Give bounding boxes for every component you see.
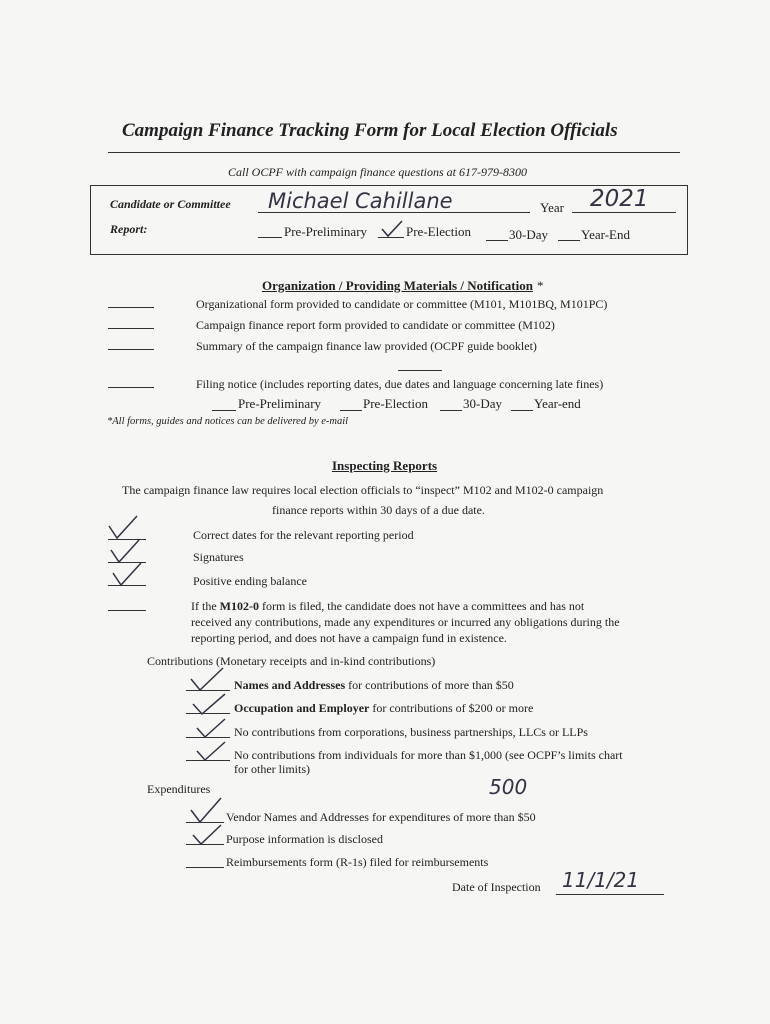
contrib-1 bbox=[234, 678, 514, 693]
filing-rule bbox=[398, 370, 442, 371]
contact-line: Call OCPF with campaign finance questions at 617-979-8300 bbox=[228, 165, 527, 179]
org-item-1-blank[interactable] bbox=[108, 307, 154, 308]
contributions-label: Contributions (Monetary receipts and in-kind contributions) bbox=[147, 654, 436, 668]
check-3-checkmark-icon bbox=[110, 561, 144, 587]
org-item-3: Summary of the campaign finance law provided (OCPF guide booklet) bbox=[196, 339, 537, 353]
check-signatures: Signatures bbox=[193, 550, 244, 564]
contrib-4-checkmark-icon bbox=[194, 740, 228, 762]
organization-heading-text: Organization / Providing Materials / Notification bbox=[262, 278, 533, 293]
year-value: 2021 bbox=[590, 186, 649, 212]
check-1-checkmark-icon bbox=[106, 514, 140, 540]
option-pre-preliminary: Pre-Preliminary bbox=[284, 224, 368, 239]
m102-line-3: reporting period, and does not have a campaign fund in existence. bbox=[191, 631, 507, 645]
expenditures-label: Expenditures bbox=[147, 782, 211, 796]
org-item-2: Campaign finance report form provided to candidate or committee (M102) bbox=[196, 318, 555, 332]
filing-pre-election-blank[interactable] bbox=[340, 410, 362, 411]
year-label: Year bbox=[540, 200, 564, 215]
contrib-1-bold: Names and Addresses bbox=[234, 678, 346, 692]
expenditure-1-checkmark-icon bbox=[188, 796, 224, 824]
organization-heading bbox=[262, 277, 543, 295]
org-item-3-blank[interactable] bbox=[108, 349, 154, 350]
inspecting-intro-2: finance reports within 30 days of a due date. bbox=[272, 503, 485, 517]
candidate-label: Candidate or Committee bbox=[110, 197, 231, 211]
contrib-1-checkmark-icon bbox=[188, 666, 226, 692]
contrib-3-checkmark-icon bbox=[194, 717, 228, 739]
pre-preliminary-blank[interactable] bbox=[258, 237, 282, 238]
contrib-2 bbox=[234, 701, 533, 716]
expenditure-reimbursements: Reimbursements form (R-1s) filed for reimbursements bbox=[226, 855, 489, 869]
expenditure-3-blank[interactable] bbox=[186, 867, 224, 868]
handwritten-limit: 500 bbox=[489, 775, 528, 799]
report-label: Report: bbox=[110, 222, 148, 236]
inspecting-intro-1: The campaign finance law requires local election officials to “inspect” M102 and M102-0 campaign bbox=[122, 483, 604, 497]
filing-option-pre-election: Pre-Election bbox=[363, 396, 428, 411]
organization-heading-mark: * bbox=[536, 278, 544, 293]
filing-pre-preliminary-blank[interactable] bbox=[212, 410, 236, 411]
contrib-4-line-2: for other limits) bbox=[234, 762, 310, 776]
contrib-2-checkmark-icon bbox=[190, 692, 228, 716]
filing-30-day-blank[interactable] bbox=[440, 410, 462, 411]
contrib-2-bold: Occupation and Employer bbox=[234, 701, 370, 715]
year-end-blank[interactable] bbox=[558, 240, 580, 241]
option-30-day: 30-Day bbox=[509, 227, 548, 242]
filing-option-30-day: 30-Day bbox=[463, 396, 502, 411]
m102-line-1 bbox=[191, 599, 584, 614]
thirty-day-blank[interactable] bbox=[486, 240, 508, 241]
contrib-2-rest: for contributions of $200 or more bbox=[369, 701, 534, 715]
date-of-inspection-label: Date of Inspection bbox=[452, 880, 541, 894]
inspecting-heading: Inspecting Reports bbox=[332, 458, 438, 473]
filing-option-pre-preliminary: Pre-Preliminary bbox=[238, 396, 322, 411]
contrib-4-line-1: No contributions from individuals for more than $1,000 (see OCPF’s limits chart bbox=[234, 748, 623, 762]
option-year-end: Year-End bbox=[581, 227, 630, 242]
expenditure-2-checkmark-icon bbox=[190, 823, 224, 846]
filing-year-end-blank[interactable] bbox=[511, 410, 533, 411]
m102-prefix: If the bbox=[191, 599, 220, 613]
check-positive-balance: Positive ending balance bbox=[193, 574, 307, 588]
m102-line-1-rest: form is filed, the candidate does not have a committees and has not bbox=[258, 599, 585, 613]
candidate-value: Michael Cahillane bbox=[268, 189, 453, 213]
filing-option-year-end: Year-end bbox=[534, 396, 581, 411]
check-correct-dates: Correct dates for the relevant reporting period bbox=[193, 528, 414, 542]
contrib-3: No contributions from corporations, business partnerships, LLCs or LLPs bbox=[234, 725, 588, 739]
contrib-1-rest: for contributions of more than $50 bbox=[345, 678, 514, 692]
org-item-1: Organizational form provided to candidate or committee (M101, M101BQ, M101PC) bbox=[196, 297, 608, 311]
m102-form-code: M102-0 bbox=[219, 599, 259, 613]
expenditure-vendor-names: Vendor Names and Addresses for expenditures of more than $50 bbox=[226, 810, 536, 824]
filing-notice: Filing notice (includes reporting dates, due dates and language concerning late fines) bbox=[196, 377, 604, 391]
m102-blank[interactable] bbox=[108, 610, 146, 611]
pre-election-checkmark-icon bbox=[380, 219, 404, 239]
title-underline bbox=[108, 152, 680, 153]
org-item-2-blank[interactable] bbox=[108, 328, 154, 329]
expenditure-purpose: Purpose information is disclosed bbox=[226, 832, 383, 846]
filing-notice-blank[interactable] bbox=[108, 387, 154, 388]
footnote: *All forms, guides and notices can be delivered by e-mail bbox=[107, 416, 349, 427]
m102-line-2: received any contributions, made any expenditures or incurred any obligations during the bbox=[191, 615, 620, 629]
date-of-inspection-value: 11/1/21 bbox=[562, 868, 640, 892]
option-pre-election: Pre-Election bbox=[406, 224, 471, 239]
form-title: Campaign Finance Tracking Form for Local Election Officials bbox=[122, 120, 618, 141]
